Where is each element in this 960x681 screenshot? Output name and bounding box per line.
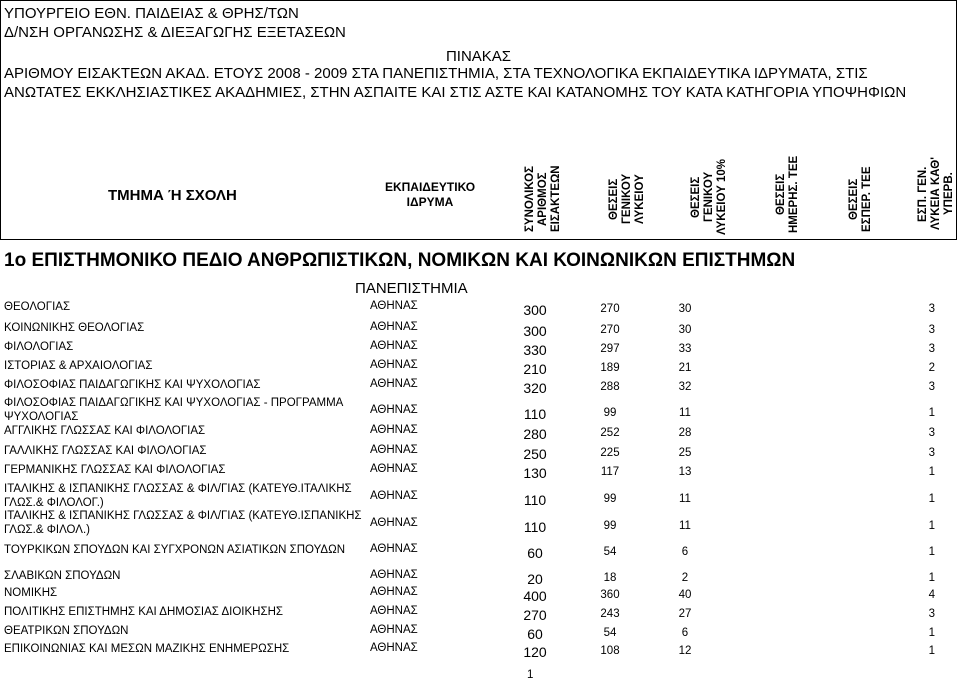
department-name-line: ΓΛΩΣ.& ΦΙΛΟΛΟΓ.) bbox=[4, 497, 104, 509]
total-admissions: 120 bbox=[523, 644, 547, 660]
general-lyceum-seats: 270 bbox=[600, 303, 620, 315]
evening-lyceum-seats: 3 bbox=[928, 608, 935, 620]
table-row bbox=[0, 543, 960, 561]
table-row bbox=[0, 605, 960, 623]
department-name bbox=[4, 340, 73, 354]
total-admissions: 330 bbox=[523, 342, 547, 358]
evening-lyceum-seats: 1 bbox=[928, 546, 935, 558]
column-header-evening-tee: ΘΕΣΕΙΣ ΕΣΠΕΡ. ΤΕΕ bbox=[848, 166, 873, 232]
column-header-general-lyceum: ΘΕΣΕΙΣ ΓΕΝΙΚΟΥ ΛΥΚΕΙΟΥ bbox=[608, 173, 646, 225]
evening-lyceum-seats: 3 bbox=[928, 381, 935, 393]
total-admissions: 110 bbox=[523, 519, 547, 535]
department-name-line: ΘΕΑΤΡΙΚΩΝ ΣΠΟΥΔΩΝ bbox=[4, 625, 129, 637]
department-name-line: ΓΑΛΛΙΚΗΣ ΓΛΩΣΣΑΣ ΚΑΙ ΦΙΛΟΛΟΓΙΑΣ bbox=[4, 445, 207, 457]
evening-lyceum-seats: 3 bbox=[928, 447, 935, 459]
department-name-line: ΙΣΤΟΡΙΑΣ & ΑΡΧΑΙΟΛΟΓΙΑΣ bbox=[4, 360, 153, 372]
department-name bbox=[4, 359, 152, 373]
column-header-total: ΣΥΝΟΛΙΚΟΣ ΑΡΙΘΜΟΣ ΕΙΣΑΚΤΕΩΝ bbox=[524, 165, 562, 233]
department-name bbox=[4, 624, 128, 638]
general-lyceum-10-seats: 30 bbox=[678, 303, 692, 315]
general-lyceum-seats: 252 bbox=[600, 427, 620, 439]
general-lyceum-seats: 243 bbox=[600, 608, 620, 620]
table-row bbox=[0, 340, 960, 358]
total-admissions: 300 bbox=[523, 323, 547, 339]
general-lyceum-seats: 225 bbox=[600, 447, 620, 459]
general-lyceum-10-seats: 11 bbox=[679, 520, 691, 532]
total-admissions: 210 bbox=[523, 361, 547, 377]
general-lyceum-10-seats: 25 bbox=[678, 447, 692, 459]
evening-lyceum-seats: 1 bbox=[928, 627, 935, 639]
institution-name: ΑΘΗΝΑΣ bbox=[370, 340, 418, 352]
column-header-day-tee: ΘΕΣΕΙΣ ΗΜΕΡΗΣ. ΤΕΕ bbox=[775, 155, 800, 233]
general-lyceum-10-seats: 32 bbox=[678, 381, 692, 393]
department-name bbox=[4, 482, 352, 510]
department-name bbox=[4, 605, 283, 619]
total-admissions: 320 bbox=[523, 380, 547, 396]
total-admissions: 300 bbox=[523, 302, 547, 318]
field-heading: 1ο ΕΠΙΣΤΗΜΟΝΙΚΟ ΠΕΔΙΟ ΑΝΘΡΩΠΙΣΤΙΚΩΝ, ΝΟΜΙΚΩΝ ΚΑΙ ΚΟΙΝΩΝΙΚΩΝ ΕΠΙΣΤΗΜΩΝ bbox=[4, 250, 796, 271]
general-lyceum-seats: 99 bbox=[603, 520, 617, 532]
total-admissions: 110 bbox=[523, 406, 547, 422]
institution-name: ΑΘΗΝΑΣ bbox=[370, 321, 418, 333]
table-row bbox=[0, 509, 960, 539]
total-admissions: 280 bbox=[523, 426, 547, 442]
department-name-line: ΓΕΡΜΑΝΙΚΗΣ ΓΛΩΣΣΑΣ ΚΑΙ ΦΙΛΟΛΟΓΙΑΣ bbox=[4, 464, 226, 476]
department-name-line: ΦΙΛΟΛΟΓΙΑΣ bbox=[4, 341, 74, 353]
table-row bbox=[0, 321, 960, 339]
evening-lyceum-seats: 4 bbox=[928, 589, 935, 601]
department-name bbox=[4, 642, 289, 656]
general-lyceum-10-seats: 2 bbox=[681, 572, 689, 584]
general-lyceum-10-seats: 6 bbox=[681, 627, 689, 639]
department-name-line: ΦΙΛΟΣΟΦΙΑΣ ΠΑΙΔΑΓΩΓΙΚΗΣ ΚΑΙ ΨΥΧΟΛΟΓΙΑΣ - ΠΡΟΓΡΑΜΜΑ bbox=[4, 397, 344, 409]
evening-lyceum-seats: 1 bbox=[928, 572, 935, 584]
department-name-line: ΓΛΩΣ.& ΦΙΛΟΛ.) bbox=[4, 524, 90, 536]
table-row bbox=[0, 378, 960, 396]
general-lyceum-seats: 189 bbox=[600, 362, 620, 374]
general-lyceum-10-seats: 33 bbox=[678, 343, 692, 355]
department-name-line: ΠΟΛΙΤΙΚΗΣ ΕΠΙΣΤΗΜΗΣ ΚΑΙ ΔΗΜΟΣΙΑΣ ΔΙΟΙΚΗΣΗΣ bbox=[4, 606, 283, 618]
ministry-title: ΥΠΟΥΡΓΕΙΟ ΕΘΝ. ΠΑΙΔΕΙΑΣ & ΘΡΗΣ/ΤΩΝ bbox=[4, 5, 299, 22]
column-header-general-lyceum-10: ΘΕΣΕΙΣ ΓΕΝΙΚΟΥ ΛΥΚΕΙΟΥ 10% bbox=[690, 159, 728, 235]
institution-name: ΑΘΗΝΑΣ bbox=[370, 490, 418, 502]
institution-name: ΑΘΗΝΑΣ bbox=[370, 624, 418, 636]
general-lyceum-seats: 54 bbox=[603, 546, 617, 558]
department-name-line: ΨΥΧΟΛΟΓΙΑΣ bbox=[4, 411, 79, 423]
table-row bbox=[0, 300, 960, 318]
department-name-line: ΕΠΙΚΟΙΝΩΝΙΑΣ ΚΑΙ ΜΕΣΩΝ ΜΑΖΙΚΗΣ ΕΝΗΜΕΡΩΣΗΣ bbox=[4, 643, 290, 655]
institution-name: ΑΘΗΝΑΣ bbox=[370, 463, 418, 475]
institution-name: ΑΘΗΝΑΣ bbox=[370, 642, 418, 654]
evening-lyceum-seats: 3 bbox=[928, 324, 935, 336]
evening-lyceum-seats: 3 bbox=[928, 427, 935, 439]
column-header-evening-gen: ΕΣΠ. ΓΕΝ. ΛΥΚΕΙΑ ΚΑΘ' ΥΠΕΡΒ. bbox=[917, 157, 955, 231]
general-lyceum-10-seats: 21 bbox=[678, 362, 692, 374]
general-lyceum-seats: 108 bbox=[600, 645, 620, 657]
category-heading: ΠΑΝΕΠΙΣΤΗΜΙΑ bbox=[355, 280, 468, 297]
evening-lyceum-seats: 1 bbox=[928, 407, 935, 419]
subtitle-line-1: ΑΡΙΘΜΟΥ ΕΙΣΑΚΤΕΩΝ ΑΚΑΔ. ΕΤΟΥΣ 2008 - 2009 ΣΤΑ ΠΑΝΕΠΙΣΤΗΜΙΑ, ΣΤΑ ΤΕΧΝΟΛΟΓΙΚΑ ΕΚΠΑΙΔΕΥΤΙΚΑ ΙΔΡΥΜΑΤΑ, ΣΤΙΣ bbox=[4, 65, 868, 82]
general-lyceum-10-seats: 40 bbox=[678, 589, 692, 601]
general-lyceum-10-seats: 6 bbox=[681, 546, 689, 558]
department-name-line: ΙΤΑΛΙΚΗΣ & ΙΣΠΑΝΙΚΗΣ ΓΛΩΣΣΑΣ & ΦΙΛ/ΓΙΑΣ (ΚΑΤΕΥΘ.ΙΤΑΛΙΚΗΣ bbox=[4, 483, 352, 495]
department-name-line: ΚΟΙΝΩΝΙΚΗΣ ΘΕΟΛΟΓΙΑΣ bbox=[4, 322, 145, 334]
total-admissions: 130 bbox=[523, 465, 547, 481]
evening-lyceum-seats: 1 bbox=[928, 520, 935, 532]
general-lyceum-seats: 360 bbox=[600, 589, 620, 601]
table-row bbox=[0, 482, 960, 512]
table-row bbox=[0, 463, 960, 481]
department-name bbox=[4, 396, 343, 424]
evening-lyceum-seats: 1 bbox=[928, 493, 935, 505]
department-name-line: ΘΕΟΛΟΓΙΑΣ bbox=[4, 301, 71, 313]
department-name-line: ΝΟΜΙΚΗΣ bbox=[4, 587, 58, 599]
table-row bbox=[0, 424, 960, 442]
institution-name: ΑΘΗΝΑΣ bbox=[370, 300, 418, 312]
institution-name: ΑΘΗΝΑΣ bbox=[370, 569, 418, 581]
department-name bbox=[4, 586, 57, 600]
table-row bbox=[0, 359, 960, 377]
table-row bbox=[0, 624, 960, 642]
department-name bbox=[4, 300, 70, 314]
table-row bbox=[0, 586, 960, 604]
general-lyceum-10-seats: 27 bbox=[678, 608, 692, 620]
general-lyceum-seats: 18 bbox=[603, 572, 617, 584]
general-lyceum-seats: 270 bbox=[600, 324, 620, 336]
total-admissions: 250 bbox=[523, 446, 547, 462]
general-lyceum-seats: 297 bbox=[600, 343, 620, 355]
total-admissions: 60 bbox=[527, 626, 543, 642]
institution-name: ΑΘΗΝΑΣ bbox=[370, 424, 418, 436]
total-admissions: 20 bbox=[527, 571, 543, 587]
institution-name: ΑΘΗΝΑΣ bbox=[370, 517, 418, 529]
table-row bbox=[0, 396, 960, 426]
general-lyceum-seats: 117 bbox=[600, 466, 620, 478]
department-name bbox=[4, 569, 120, 583]
department-name-line: ΤΟΥΡΚΙΚΩΝ ΣΠΟΥΔΩΝ ΚΑΙ ΣΥΓΧΡΟΝΩΝ ΑΣΙΑΤΙΚΩΝ ΣΠΟΥΔΩΝ bbox=[4, 544, 346, 556]
evening-lyceum-seats: 3 bbox=[928, 303, 935, 315]
directorate-title: Δ/ΝΣΗ ΟΡΓΑΝΩΣΗΣ & ΔΙΕΞΑΓΩΓΗΣ ΕΞΕΤΑΣΕΩΝ bbox=[4, 24, 346, 41]
institution-name: ΑΘΗΝΑΣ bbox=[370, 586, 418, 598]
department-name bbox=[4, 321, 144, 335]
institution-name: ΑΘΗΝΑΣ bbox=[370, 404, 418, 416]
evening-lyceum-seats: 1 bbox=[928, 645, 935, 657]
institution-name: ΑΘΗΝΑΣ bbox=[370, 378, 418, 390]
institution-name: ΑΘΗΝΑΣ bbox=[370, 444, 418, 456]
column-header-institution: ΕΚΠΑΙΔΕΥΤΙΚΟ ΙΔΡΥΜΑ bbox=[384, 180, 476, 209]
general-lyceum-10-seats: 13 bbox=[678, 466, 692, 478]
total-admissions: 60 bbox=[527, 545, 543, 561]
general-lyceum-10-seats: 30 bbox=[678, 324, 692, 336]
general-lyceum-seats: 54 bbox=[603, 627, 617, 639]
subtitle-line-2: ΑΝΩΤΑΤΕΣ ΕΚΚΛΗΣΙΑΣΤΙΚΕΣ ΑΚΑΔΗΜΙΕΣ, ΣΤΗΝ ΑΣΠΑΙΤΕ ΚΑΙ ΣΤΙΣ ΑΣΤΕ ΚΑΙ ΚΑΤΑΝΟΜΗΣ ΤΟΥ ΚΑΤΑ ΚΑΤΗΓΟΡΙΑ ΥΠΟΨΗΦΙΩΝ bbox=[4, 84, 907, 101]
general-lyceum-seats: 99 bbox=[603, 493, 617, 505]
total-admissions: 270 bbox=[523, 607, 547, 623]
department-name bbox=[4, 378, 261, 392]
general-lyceum-seats: 99 bbox=[603, 407, 617, 419]
department-name bbox=[4, 509, 362, 537]
evening-lyceum-seats: 3 bbox=[928, 343, 935, 355]
general-lyceum-10-seats: 28 bbox=[678, 427, 692, 439]
department-name-line: ΣΛΑΒΙΚΩΝ ΣΠΟΥΔΩΝ bbox=[4, 570, 121, 582]
department-name bbox=[4, 424, 205, 438]
evening-lyceum-seats: 2 bbox=[928, 362, 935, 374]
department-name bbox=[4, 463, 225, 477]
general-lyceum-10-seats: 11 bbox=[679, 407, 691, 419]
page-number: 1 bbox=[527, 669, 534, 681]
total-admissions: 110 bbox=[523, 492, 547, 508]
table-row bbox=[0, 569, 960, 587]
institution-name: ΑΘΗΝΑΣ bbox=[370, 605, 418, 617]
department-name-line: ΦΙΛΟΣΟΦΙΑΣ ΠΑΙΔΑΓΩΓΙΚΗΣ ΚΑΙ ΨΥΧΟΛΟΓΙΑΣ bbox=[4, 379, 261, 391]
department-name-line: ΑΓΓΛΙΚΗΣ ΓΛΩΣΣΑΣ ΚΑΙ ΦΙΛΟΛΟΓΙΑΣ bbox=[4, 425, 206, 437]
general-lyceum-10-seats: 11 bbox=[679, 493, 691, 505]
general-lyceum-seats: 288 bbox=[600, 381, 620, 393]
table-row bbox=[0, 444, 960, 462]
general-lyceum-10-seats: 12 bbox=[678, 645, 692, 657]
department-name-line: ΙΤΑΛΙΚΗΣ & ΙΣΠΑΝΙΚΗΣ ΓΛΩΣΣΑΣ & ΦΙΛ/ΓΙΑΣ (ΚΑΤΕΥΘ.ΙΣΠΑΝΙΚΗΣ bbox=[4, 510, 362, 522]
table-label: ΠΙΝΑΚΑΣ bbox=[445, 48, 512, 65]
institution-name: ΑΘΗΝΑΣ bbox=[370, 543, 418, 555]
department-name bbox=[4, 543, 345, 557]
column-header-department: ΤΜΗΜΑ Ή ΣΧΟΛΗ bbox=[108, 187, 237, 204]
institution-name: ΑΘΗΝΑΣ bbox=[370, 359, 418, 371]
evening-lyceum-seats: 1 bbox=[928, 466, 935, 478]
table-row bbox=[0, 642, 960, 660]
total-admissions: 400 bbox=[523, 588, 547, 604]
department-name bbox=[4, 444, 207, 458]
